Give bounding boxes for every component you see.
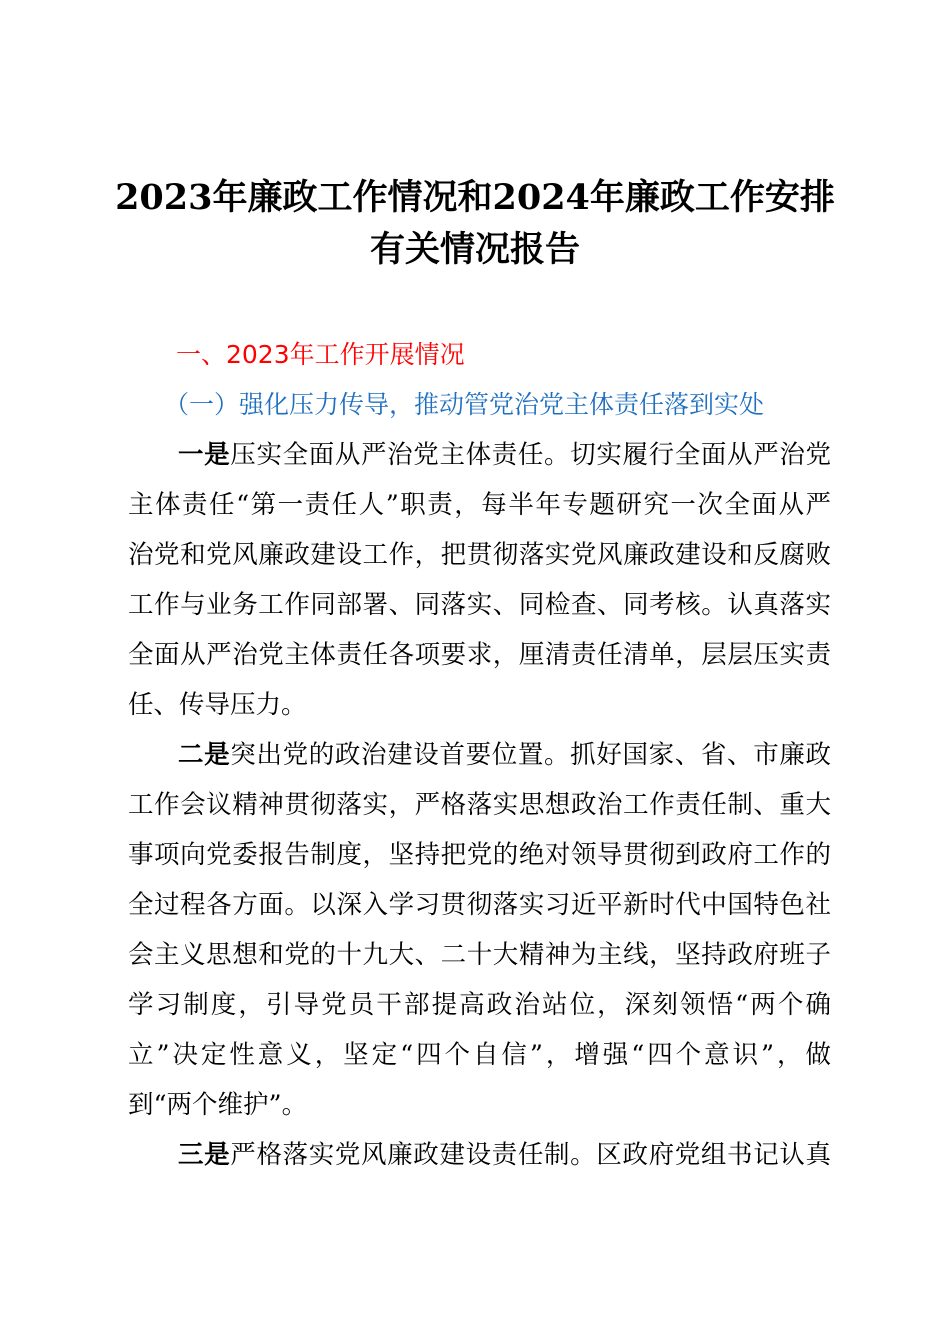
paragraph-1-line-3: 治党和党风廉政建设工作，把贯彻落实党风廉政建设和反腐败	[128, 540, 831, 570]
paragraph-2-line-3: 事项向党委报告制度，坚持把党的绝对领导贯彻到政府工作的	[128, 840, 831, 870]
paragraph-2-line-8: 到“两个维护”。	[128, 1090, 308, 1120]
paragraph-2-line-2: 工作会议精神贯彻落实，严格落实思想政治工作责任制、重大	[128, 790, 831, 820]
paragraph-3-line-1: 三是严格落实党风廉政建设责任制。区政府党组书记认真	[178, 1140, 831, 1170]
paragraph-1-line-5: 全面从严治党主体责任各项要求，厘清责任清单，层层压实责	[128, 640, 831, 670]
paragraph-2-line-7: 立”决定性意义，坚定“四个自信”，增强“四个意识”，做	[128, 1040, 831, 1070]
document-title-line-1: 2023年廉政工作情况和2024年廉政工作安排	[115, 177, 835, 218]
paragraph-2-line-6: 学习制度，引导党员干部提高政治站位，深刻领悟“两个确	[128, 990, 831, 1020]
paragraph-lead: 三是	[178, 1140, 231, 1170]
section-heading: 一、2023年工作开展情况	[176, 340, 465, 369]
document-title-line-2: 有关情况报告	[369, 229, 580, 270]
paragraph-1-line-2: 主体责任“第一责任人”职责，每半年专题研究一次全面从严	[128, 490, 831, 520]
subsection-heading: （一）强化压力传导，推动管党治党主体责任落到实处	[164, 390, 765, 419]
paragraph-2-line-4: 全过程各方面。以深入学习贯彻落实习近平新时代中国特色社	[128, 890, 831, 920]
paragraph-lead: 二是	[178, 740, 231, 770]
paragraph-1-line-4: 工作与业务工作同部署、同落实、同检查、同考核。认真落实	[128, 590, 831, 620]
paragraph-2-line-1: 二是突出党的政治建设首要位置。抓好国家、省、市廉政	[178, 740, 831, 770]
paragraph-1-line-6: 任、传导压力。	[128, 690, 307, 720]
paragraph-2-line-5: 会主义思想和党的十九大、二十大精神为主线，坚持政府班子	[128, 940, 831, 970]
paragraph-1-line-1: 一是压实全面从严治党主体责任。切实履行全面从严治党	[178, 440, 831, 470]
paragraph-lead: 一是	[178, 440, 231, 470]
